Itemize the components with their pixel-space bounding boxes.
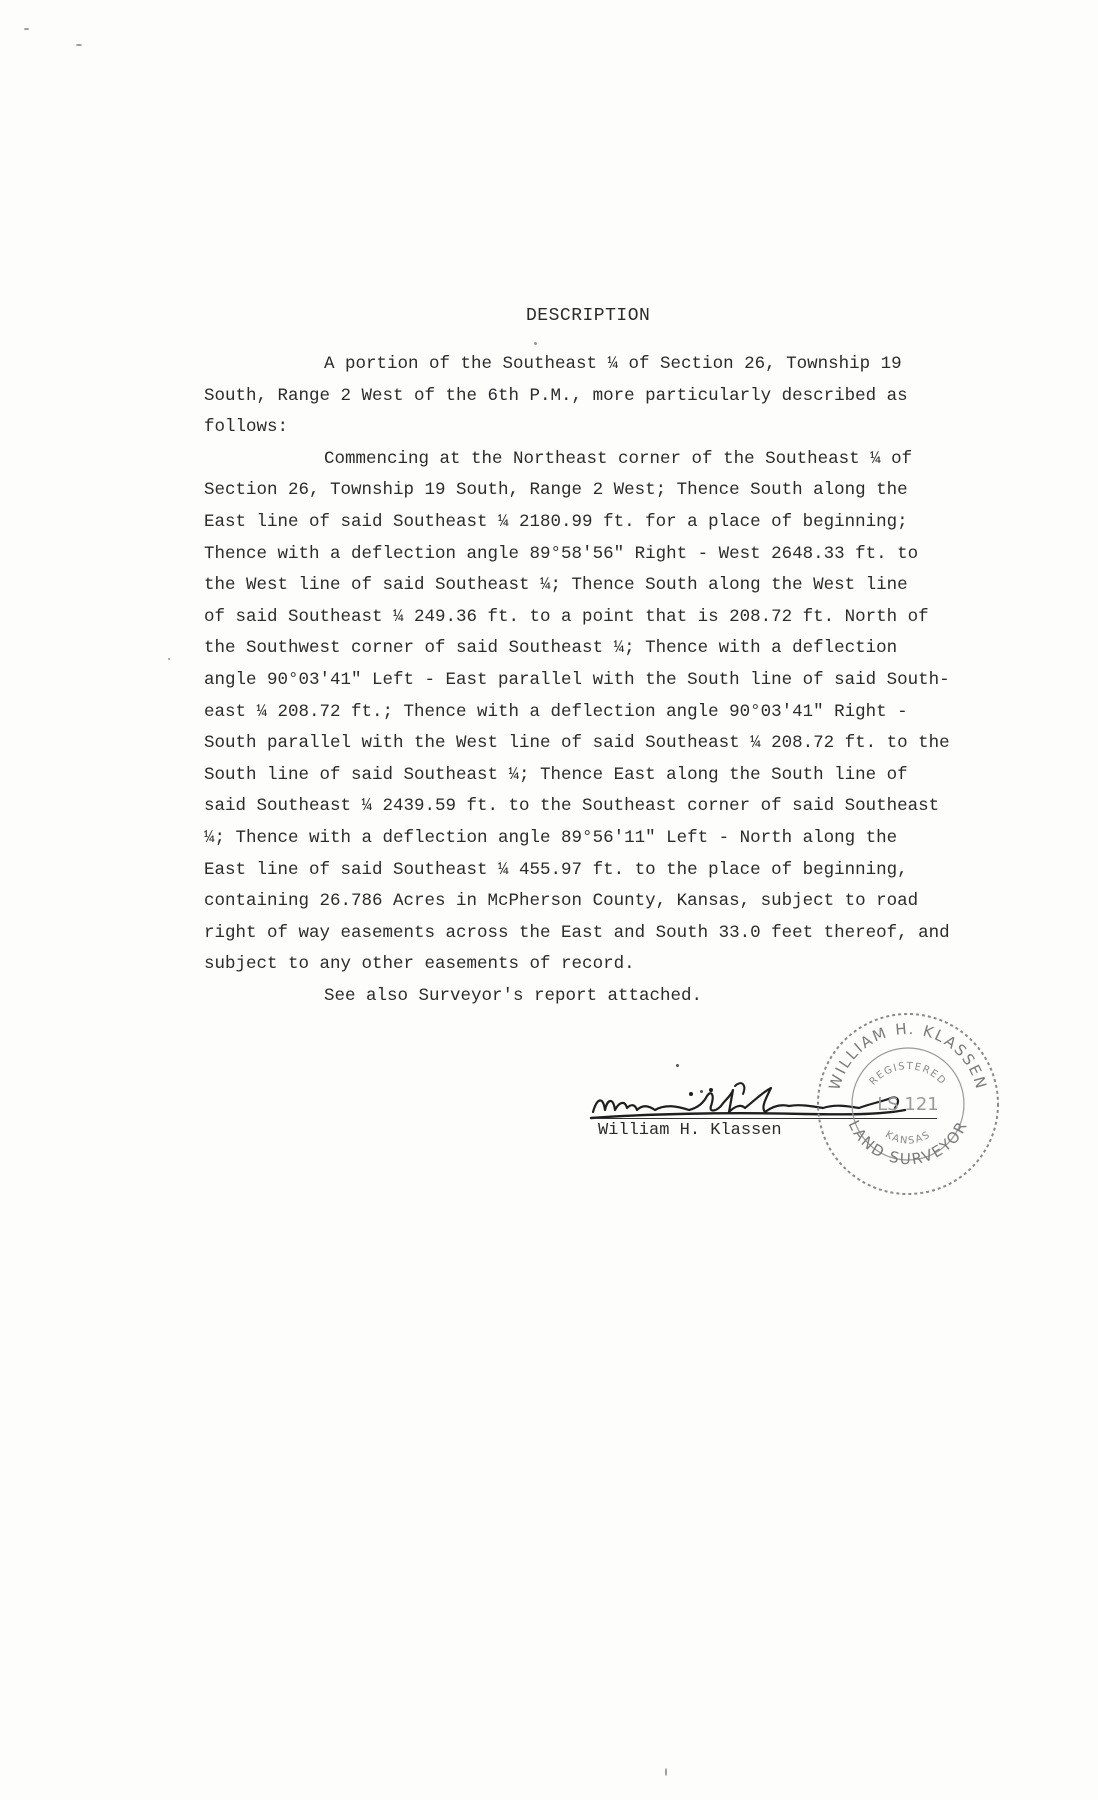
svg-text:LAND SURVEYOR: LAND SURVEYOR	[844, 1117, 972, 1169]
text-line-12: east ¼ 208.72 ft.; Thence with a deflection angle 90°03'41" Right -	[204, 701, 908, 722]
text-line-3: follows:	[204, 417, 289, 438]
text-line-4: Commencing at the Northeast corner of the Southeast ¼ of	[324, 448, 913, 469]
text-line-2: South, Range 2 West of the 6th P.M., more particularly described as	[204, 385, 908, 406]
text-line-20: subject to any other easements of record.	[204, 954, 635, 975]
description-body	[204, 349, 984, 1012]
document-title: DESCRIPTION	[526, 306, 651, 326]
text-line-11: angle 90°03'41" Left - East parallel with the South line of said South-	[204, 669, 950, 690]
scan-speck	[665, 1768, 667, 1776]
svg-text:LS 121: LS 121	[877, 1094, 939, 1115]
text-line-8: the West line of said Southeast ¼; Thence South along the West line	[204, 575, 908, 596]
text-line-14: South line of said Southeast ¼; Thence East along the South line of	[204, 764, 908, 785]
scan-speck	[168, 658, 170, 660]
scan-speck	[534, 342, 537, 345]
text-line-6: East line of said Southeast ¼ 2180.99 ft. for a place of beginning;	[204, 511, 908, 532]
scan-speck	[700, 1090, 703, 1093]
svg-text:REGISTERED: REGISTERED	[867, 1060, 949, 1088]
scan-speck	[676, 1064, 679, 1067]
text-line-10: the Southwest corner of said Southeast ¼; Thence with a deflection	[204, 638, 898, 659]
text-line-7: Thence with a deflection angle 89°58'56" Right - West 2648.33 ft. to	[204, 543, 919, 564]
text-line-9: of said Southeast ¼ 249.36 ft. to a point that is 208.72 ft. North of	[204, 606, 929, 627]
text-line-21: See also Surveyor's report attached.	[324, 985, 703, 1006]
scan-speck	[76, 44, 82, 46]
scan-speck	[24, 28, 29, 30]
svg-text:WILLIAM H. KLASSEN: WILLIAM H. KLASSEN	[825, 1019, 991, 1093]
text-line-15: said Southeast ¼ 2439.59 ft. to the Southeast corner of said Southeast	[204, 796, 940, 817]
text-line-13: South parallel with the West line of said Southeast ¼ 208.72 ft. to the	[204, 733, 950, 754]
text-line-18: containing 26.786 Acres in McPherson County, Kansas, subject to road	[204, 891, 919, 912]
signer-name: William H. Klassen	[598, 1121, 782, 1140]
text-line-19: right of way easements across the East and South 33.0 feet thereof, and	[204, 922, 950, 943]
svg-text:KANSAS: KANSAS	[883, 1129, 933, 1147]
text-line-17: East line of said Southeast ¼ 455.97 ft. to the place of beginning,	[204, 859, 908, 880]
text-line-5: Section 26, Township 19 South, Range 2 West; Thence South along the	[204, 480, 908, 501]
text-line-1: A portion of the Southeast ¼ of Section 26, Township 19	[324, 354, 902, 374]
text-line-16: ¼; Thence with a deflection angle 89°56'11" Left - North along the	[204, 827, 898, 848]
surveyor-seal	[808, 1004, 1008, 1204]
